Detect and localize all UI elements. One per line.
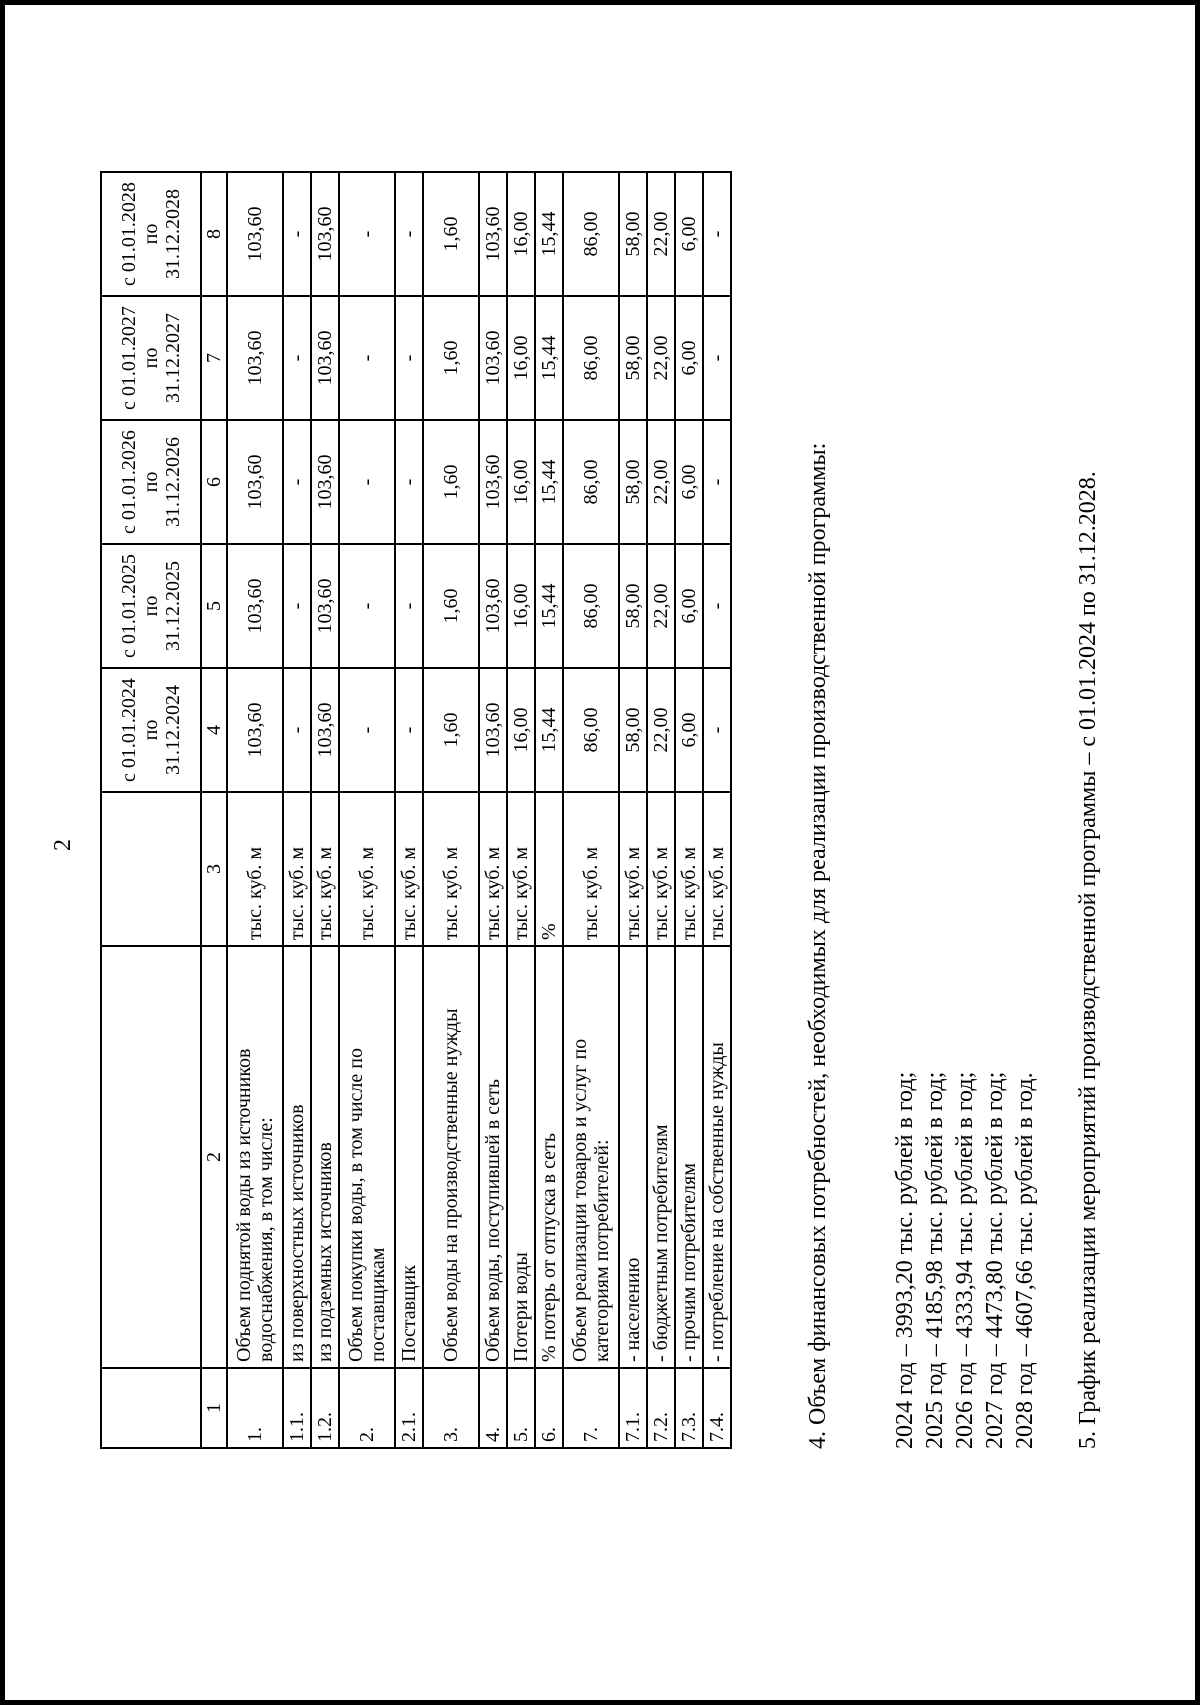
row-value: 58,00 — [619, 544, 647, 668]
row-number: 4. — [479, 1368, 507, 1448]
row-number: 7. — [563, 1368, 619, 1448]
table-row — [423, 172, 479, 1448]
row-indicator-name: из подземных источников — [311, 946, 339, 1368]
row-number: 7.3. — [675, 1368, 703, 1448]
period-header-2025 — [101, 544, 201, 668]
row-indicator-name: Объем воды на производственные нужды — [423, 946, 479, 1368]
row-number: 6. — [535, 1368, 563, 1448]
row-value: 1,60 — [423, 544, 479, 668]
row-number: 1.1. — [283, 1368, 311, 1448]
row-unit: тыс. куб. м — [283, 792, 311, 946]
row-value: 15,44 — [535, 172, 563, 296]
section-4-title: 4. Объем финансовых потребностей, необходимых для реализации производственной программы: — [805, 442, 831, 1449]
row-value: 58,00 — [619, 296, 647, 420]
row-unit: тыс. куб. м — [647, 792, 675, 946]
row-value: 6,00 — [675, 544, 703, 668]
row-unit: тыс. куб. м — [339, 792, 395, 946]
row-value: 103,60 — [479, 296, 507, 420]
row-number: 7.2. — [647, 1368, 675, 1448]
rotated-content — [5, 25, 1195, 1665]
period-to: 31.12.2027 — [162, 313, 184, 403]
row-unit: тыс. куб. м — [479, 792, 507, 946]
row-number: 2.1. — [395, 1368, 423, 1448]
financial-needs-item: 2027 год – 4473,80 тыс. рублей в год; — [982, 1071, 1008, 1449]
row-value: 6,00 — [675, 172, 703, 296]
header-cell-empty — [101, 1368, 201, 1448]
row-value: - — [703, 544, 731, 668]
column-number: 5 — [201, 544, 227, 668]
row-value: 15,44 — [535, 544, 563, 668]
row-value: 22,00 — [647, 420, 675, 544]
table-row — [283, 172, 311, 1448]
row-indicator-name: - бюджетным потребителям — [647, 946, 675, 1368]
row-number: 5. — [507, 1368, 535, 1448]
column-number: 2 — [201, 946, 227, 1368]
page-number: 2 — [50, 839, 76, 851]
row-value: 103,60 — [479, 544, 507, 668]
row-value: 6,00 — [675, 668, 703, 792]
table-header-row — [101, 172, 201, 1448]
financial-needs-item: 2024 год – 3993,20 тыс. рублей в год; — [892, 1071, 918, 1449]
row-value: - — [339, 172, 395, 296]
row-value: - — [339, 296, 395, 420]
table-row — [563, 172, 619, 1448]
row-number: 1.2. — [311, 1368, 339, 1448]
row-indicator-name: - потребление на собственные нужды — [703, 946, 731, 1368]
row-value: 86,00 — [563, 296, 619, 420]
period-to: 31.12.2026 — [162, 437, 184, 527]
row-value: 86,00 — [563, 668, 619, 792]
row-unit: тыс. куб. м — [227, 792, 283, 946]
row-value: - — [283, 544, 311, 668]
table-row — [507, 172, 535, 1448]
table-row — [647, 172, 675, 1448]
row-value: 58,00 — [619, 172, 647, 296]
row-value: 1,60 — [423, 668, 479, 792]
column-number: 1 — [201, 1368, 227, 1448]
period-mid: по — [140, 347, 162, 369]
row-value: 103,60 — [311, 668, 339, 792]
row-value: - — [703, 296, 731, 420]
row-value: 103,60 — [479, 420, 507, 544]
row-value: 103,60 — [227, 420, 283, 544]
row-unit: % — [535, 792, 563, 946]
period-to: 31.12.2024 — [162, 685, 184, 775]
row-indicator-name: - населению — [619, 946, 647, 1368]
row-number: 3. — [423, 1368, 479, 1448]
row-value: - — [703, 668, 731, 792]
column-number: 3 — [201, 792, 227, 946]
header-cell-empty — [101, 946, 201, 1368]
table-row — [395, 172, 423, 1448]
row-value: 103,60 — [227, 296, 283, 420]
row-value: 103,60 — [311, 544, 339, 668]
table-row — [311, 172, 339, 1448]
row-value: - — [283, 172, 311, 296]
period-to: 31.12.2028 — [162, 189, 184, 279]
column-number: 7 — [201, 296, 227, 420]
row-value: 22,00 — [647, 172, 675, 296]
financial-needs-list — [890, 1072, 1040, 1449]
table-row — [479, 172, 507, 1448]
row-value: 22,00 — [647, 544, 675, 668]
row-value: 22,00 — [647, 296, 675, 420]
period-mid: по — [140, 719, 162, 741]
row-value: - — [395, 544, 423, 668]
table-row — [703, 172, 731, 1448]
row-value: - — [283, 420, 311, 544]
row-unit: тыс. куб. м — [619, 792, 647, 946]
period-from: с 01.01.2027 — [118, 306, 140, 410]
row-value: 1,60 — [423, 296, 479, 420]
row-value: 86,00 — [563, 172, 619, 296]
row-indicator-name: Потери воды — [507, 946, 535, 1368]
row-indicator-name: Поставщик — [395, 946, 423, 1368]
row-indicator-name: - прочим потребителям — [675, 946, 703, 1368]
row-value: 15,44 — [535, 296, 563, 420]
row-unit: тыс. куб. м — [311, 792, 339, 946]
row-value: - — [339, 420, 395, 544]
row-unit: тыс. куб. м — [507, 792, 535, 946]
row-value: 103,60 — [311, 296, 339, 420]
row-value: 16,00 — [507, 296, 535, 420]
table-row — [535, 172, 563, 1448]
row-value: 86,00 — [563, 544, 619, 668]
row-value: - — [395, 172, 423, 296]
row-value: - — [395, 668, 423, 792]
column-numbers-row — [201, 172, 227, 1448]
row-value: 103,60 — [479, 668, 507, 792]
financial-needs-item: 2028 год – 4607,66 тыс. рублей в год. — [1012, 1072, 1038, 1449]
row-indicator-name: Объем реализации товаров и услуг по категориям потребителей: — [563, 946, 619, 1368]
document-page — [5, 5, 1195, 1700]
row-number: 1. — [227, 1368, 283, 1448]
row-number: 2. — [339, 1368, 395, 1448]
table-row — [339, 172, 395, 1448]
row-number: 7.1. — [619, 1368, 647, 1448]
period-header-2026 — [101, 420, 201, 544]
period-from: с 01.01.2028 — [118, 182, 140, 286]
row-value: 103,60 — [311, 420, 339, 544]
row-value: - — [703, 172, 731, 296]
period-mid: по — [140, 595, 162, 617]
period-from: с 01.01.2025 — [118, 554, 140, 658]
row-unit: тыс. куб. м — [563, 792, 619, 946]
period-mid: по — [140, 471, 162, 493]
financial-needs-item: 2026 год – 4333,94 тыс. рублей в год; — [952, 1071, 978, 1449]
row-value: 15,44 — [535, 668, 563, 792]
column-number: 4 — [201, 668, 227, 792]
row-value: 16,00 — [507, 544, 535, 668]
row-value: - — [283, 668, 311, 792]
row-value: 103,60 — [311, 172, 339, 296]
period-to: 31.12.2025 — [162, 561, 184, 651]
table-body — [101, 172, 731, 1448]
row-unit: тыс. куб. м — [395, 792, 423, 946]
row-indicator-name: Объем воды, поступившей в сеть — [479, 946, 507, 1368]
row-unit: тыс. куб. м — [703, 792, 731, 946]
row-value: 103,60 — [479, 172, 507, 296]
header-cell-empty — [101, 792, 201, 946]
row-value: - — [339, 544, 395, 668]
row-value: - — [339, 668, 395, 792]
row-value: - — [395, 296, 423, 420]
row-value: 15,44 — [535, 420, 563, 544]
row-indicator-name: % потерь от отпуска в сеть — [535, 946, 563, 1368]
period-from: с 01.01.2024 — [118, 678, 140, 782]
row-value: - — [395, 420, 423, 544]
table-row — [227, 172, 283, 1448]
column-number: 8 — [201, 172, 227, 296]
row-value: 1,60 — [423, 172, 479, 296]
period-header-2024 — [101, 668, 201, 792]
period-header-2027 — [101, 296, 201, 420]
row-value: 6,00 — [675, 420, 703, 544]
row-indicator-name: из поверхностных источников — [283, 946, 311, 1368]
row-value: 1,60 — [423, 420, 479, 544]
row-value: 22,00 — [647, 668, 675, 792]
row-unit: тыс. куб. м — [423, 792, 479, 946]
row-value: 103,60 — [227, 172, 283, 296]
row-value: 6,00 — [675, 296, 703, 420]
row-unit: тыс. куб. м — [675, 792, 703, 946]
row-value: - — [703, 420, 731, 544]
row-value: 58,00 — [619, 668, 647, 792]
financial-needs-item: 2025 год – 4185,98 тыс. рублей в год; — [922, 1071, 948, 1449]
row-indicator-name: Объем поднятой воды из источников водоснабжения, в том числе: — [227, 946, 283, 1368]
section-5-title: 5. График реализации мероприятий производственной программы – с 01.01.2024 по 31.12.2028. — [1075, 471, 1101, 1449]
table-row — [619, 172, 647, 1448]
row-value: 58,00 — [619, 420, 647, 544]
column-number: 6 — [201, 420, 227, 544]
row-value: 103,60 — [227, 544, 283, 668]
row-value: 86,00 — [563, 420, 619, 544]
row-value: 16,00 — [507, 420, 535, 544]
row-value: 16,00 — [507, 668, 535, 792]
row-number: 7.4. — [703, 1368, 731, 1448]
period-mid: по — [140, 223, 162, 245]
row-value: - — [283, 296, 311, 420]
period-from: с 01.01.2026 — [118, 430, 140, 534]
period-header-2028 — [101, 172, 201, 296]
production-program-table — [100, 171, 732, 1449]
row-value: 103,60 — [227, 668, 283, 792]
table-row — [675, 172, 703, 1448]
row-value: 16,00 — [507, 172, 535, 296]
row-indicator-name: Объем покупки воды, в том числе по поставщикам — [339, 946, 395, 1368]
